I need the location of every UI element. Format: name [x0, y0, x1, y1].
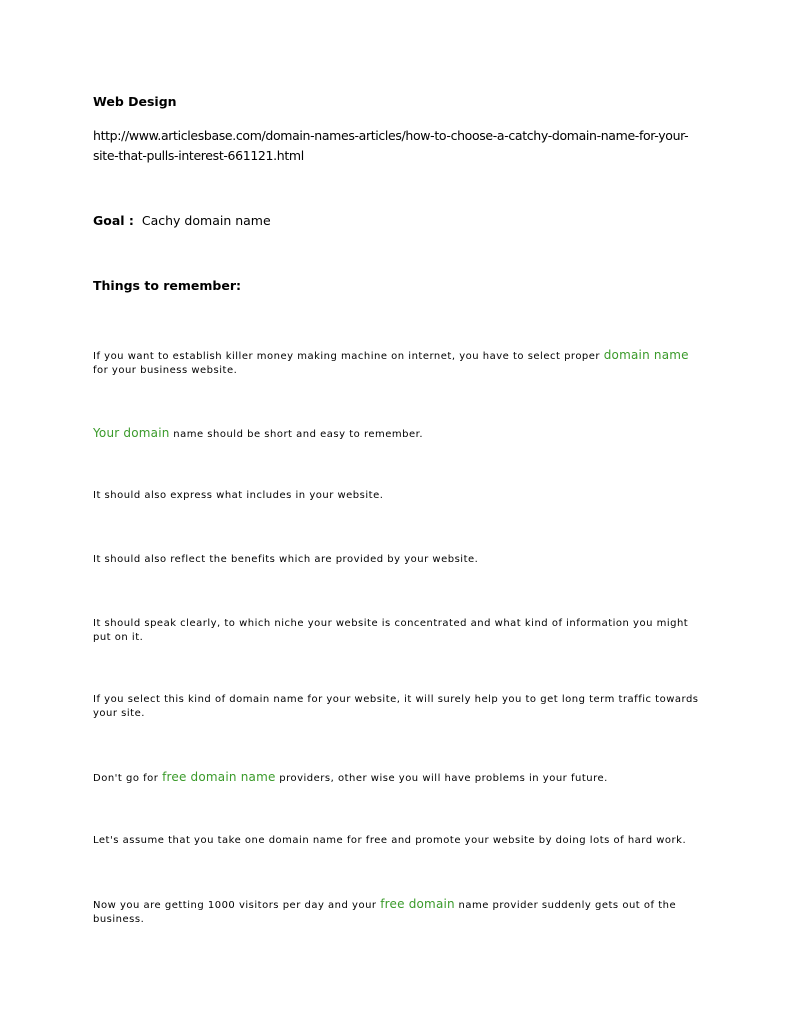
paragraph-3: It should also express what includes in your website.: [93, 490, 384, 501]
goal-label: Goal :: [93, 213, 134, 228]
goal-line: [93, 213, 703, 229]
paragraph-8: Let's assume that you take one domain name for free and promote your website by doing lots of hard work.: [93, 835, 687, 846]
link-your-domain[interactable]: Your domain: [93, 426, 170, 440]
source-url[interactable]: [93, 126, 713, 166]
link-free-domain[interactable]: free domain: [380, 897, 455, 911]
paragraph-5: It should speak clearly, to which niche your website is concentrated and what kind of information you might put on it.: [93, 618, 689, 643]
things-heading: Things to remember:: [93, 278, 242, 293]
link-domain-name[interactable]: domain name: [603, 348, 689, 362]
paragraph-2: Your domain name should be short and easy to remember.: [93, 426, 424, 440]
paragraph-6: If you select this kind of domain name for your website, it will surely help you to get long term traffic towards your site.: [93, 694, 699, 719]
source-url-line2: site-that-pulls-interest-661121.html: [93, 148, 304, 163]
paragraph-4: It should also reflect the benefits which are provided by your website.: [93, 554, 479, 565]
paragraph-7: Don't go for free domain name providers, other wise you will have problems in your future.: [93, 770, 608, 784]
page-title: Web Design: [93, 94, 177, 109]
paragraph-1: If you want to establish killer money making machine on internet, you have to select proper domain name for your business website.: [93, 348, 689, 376]
link-free-domain-name[interactable]: free domain name: [162, 770, 276, 784]
paragraph-9: Now you are getting 1000 visitors per day and your free domain name provider suddenly gets out of the business.: [93, 897, 677, 925]
goal-text: Cachy domain name: [141, 213, 271, 228]
source-url-line1: http://www.articlesbase.com/domain-names-articles/how-to-choose-a-catchy-domain-name-for-your-: [93, 128, 689, 143]
